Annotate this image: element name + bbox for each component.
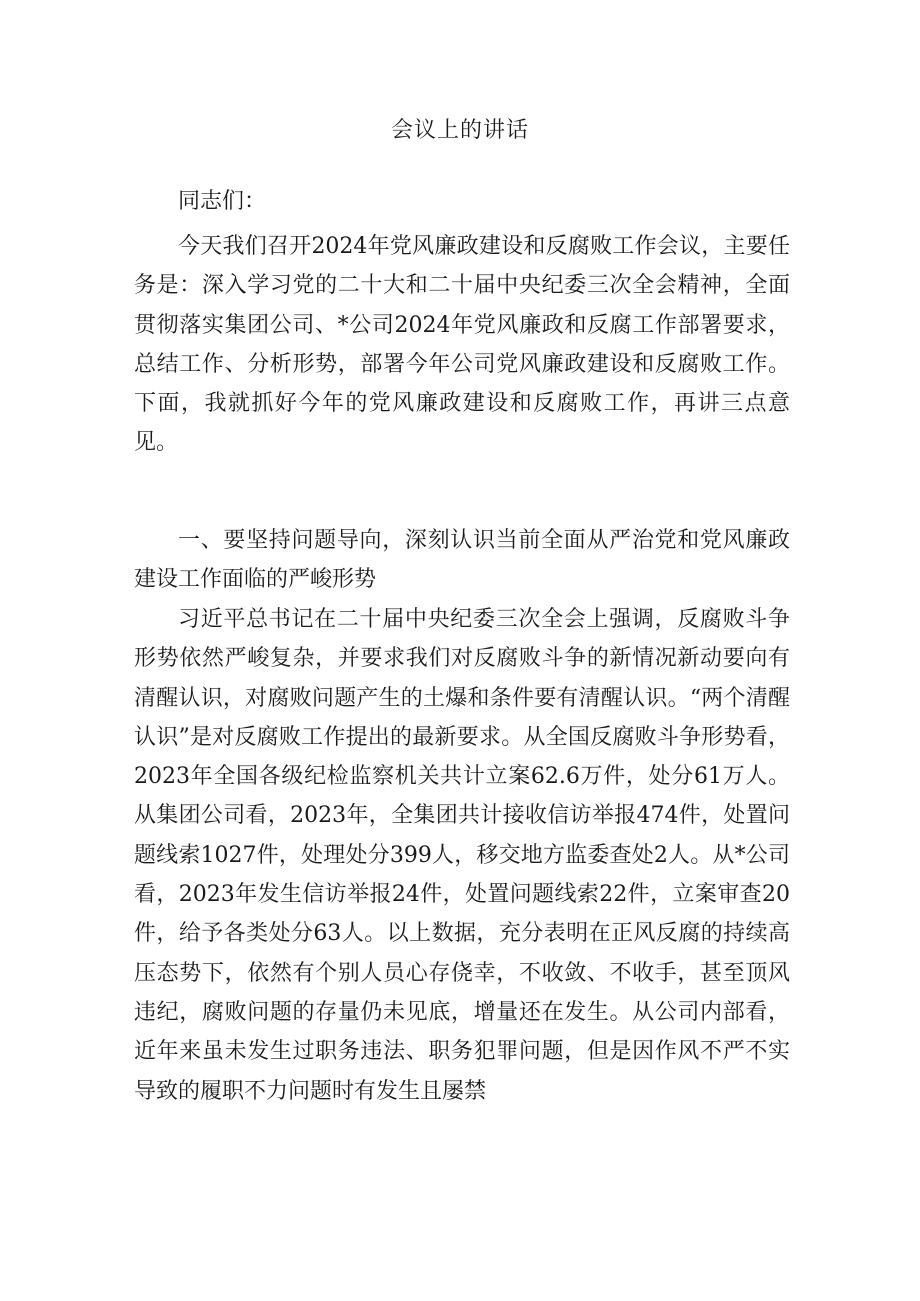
section-heading-1: [134, 521, 790, 600]
paragraph-situation: [134, 600, 790, 1111]
section-heading-1-text: 一、要坚持问题导向，深刻认识当前全面从严治党和党风廉政建设工作面临的严峻形势: [134, 528, 790, 593]
greeting: 同志们：: [178, 189, 267, 214]
document-title: 会议上的讲话: [390, 118, 529, 143]
paragraph-intro-text: 今天我们召开2024年党风廉政建设和反腐败工作会议，主要任务是：深入学习党的二十大和二十届中央纪委三次全会精神，全面贯彻落实集团公司、*公司2024年党风廉政和反腐工作部署要求，总结工作、分析形势，部署今年公司党风廉政建设和反腐败工作。下面，我就抓好今年的党风廉政建设和反腐败工作，再讲三点意见。: [134, 234, 790, 456]
paragraph-intro: [134, 227, 790, 463]
paragraph-situation-text: 习近平总书记在二十届中央纪委三次全会上强调，反腐败斗争形势依然严峻复杂，并要求我们对反腐败斗争的新情况新动要向有清醒认识，对腐败问题产生的土爆和条件要有清醒认识。“两个清醒认识”是对反腐败工作提出的最新要求。从全国反腐败斗争形势看，2023年全国各级纪检监察机关共计立案62.6万件，处分61万人。从集团公司看，2023年，全集团共计接收信访举报474件，处置问题线索1027件，处理处分399人，移交地方监委查处2人。从*公司看，2023年发生信访举报24件，处置问题线索22件，立案审查20件，给予各类处分63人。以上数据，充分表明在正风反腐的持续高压态势下，依然有个别人员心存侥幸，不收敛、不收手，甚至顶风违纪，腐败问题的存量仍未见底，增量还在发生。从公司内部看，近年来虽未发生过职务违法、职务犯罪问题，但是因作风不严不实导致的履职不力问题时有发生且屡禁: [134, 607, 790, 1104]
